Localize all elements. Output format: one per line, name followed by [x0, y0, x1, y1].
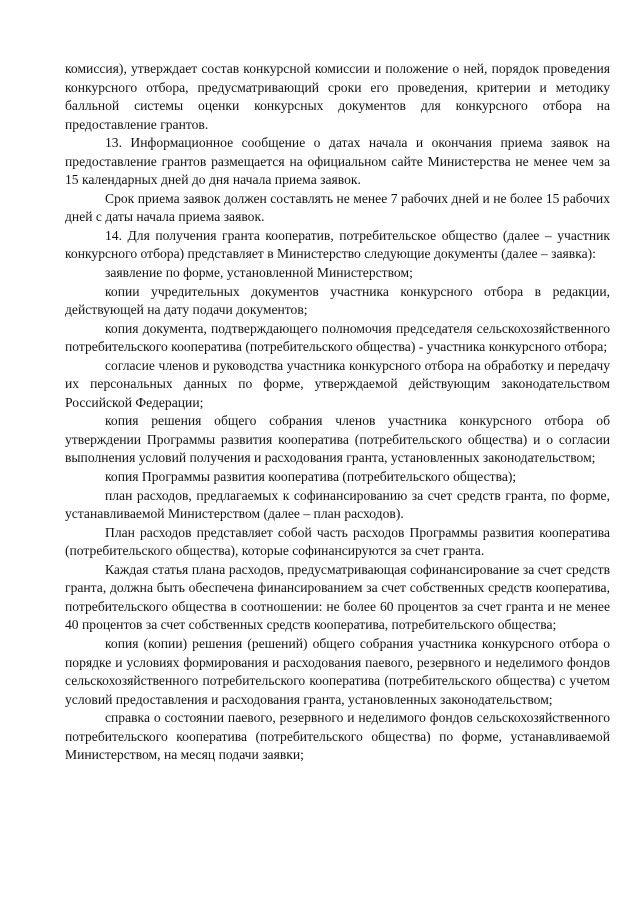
list-item-development-program: копия Программы развития кооператива (потребительского общества);: [105, 469, 517, 485]
list-item-expense-plan: план расходов, предлагаемых к софинансированию за счет средств гранта, по форме, устанавливаемой Министерством (далее – план расходов).: [65, 487, 610, 522]
paragraph-application-period: Срок приема заявок должен составлять не менее 7 рабочих дней и не более 15 рабочих дней с даты начала приема заявок.: [65, 190, 610, 225]
list-item-application-form: заявление по форме, установленной Министерством;: [105, 265, 413, 281]
paragraph-14-documents: 14. Для получения гранта кооператив, потребительское общество (далее – участник конкурсного отбора) представляет в Министерство следующие документы (далее – заявка):: [65, 227, 610, 262]
list-item-general-meeting-decision: копия решения общего собрания членов участника конкурсного отбора об утверждении Программы развития кооператива (потребительского общества) и о согласии выполнения условий получения и расходования гранта, установленных законодательством;: [65, 413, 610, 466]
list-item-funds-certificate: справка о состоянии паевого, резервного и неделимого фондов сельскохозяйственного потребительского кооператива (потребительского общества) по форме, устанавливаемой Министерством, на месяц подачи заявки;: [65, 710, 610, 763]
list-item-chairman-authority: копия документа, подтверждающего полномочия председателя сельскохозяйственного потребительского кооператива (потребительского общества) - участника конкурсного отбора;: [65, 320, 610, 355]
paragraph-expense-plan-definition: План расходов представляет собой часть расходов Программы развития кооператива (потребительского общества), которые софинансируются за счет гранта.: [65, 524, 610, 559]
paragraph-commission-continuation: комиссия), утверждает состав конкурсной комиссии и положение о ней, порядок проведения конкурсного отбора, предусматривающий сроки его проведения, критерии и методику балльной системы оценки конкурсных документов для конкурсного отбора на предоставление грантов.: [65, 61, 610, 132]
list-item-founding-documents: копии учредительных документов участника конкурсного отбора в редакции, действующей на дату подачи документов;: [65, 283, 610, 318]
paragraph-13-info-message: 13. Информационное сообщение о датах начала и окончания приема заявок на предоставление грантов размещается на официальном сайте Министерства не менее чем за 15 календарных дней до дня начала приема заявок.: [65, 135, 610, 188]
list-item-funds-decision: копия (копии) решения (решений) общего собрания участника конкурсного отбора о порядке и условиях формирования и расходования паевого, резервного и неделимого фондов сельскохозяйственного потребительского кооператива (потребительского общества) с учетом условий предоставления и расходования гранта, установленных законодательством;: [65, 635, 610, 707]
paragraph-cofinancing-ratio: Каждая статья плана расходов, предусматривающая софинансирование за счет средств гранта, должна быть обеспечена финансированием за счет собственных средств кооператива, потребительского общества в соотношении: не более 60 процентов за счет гранта и не менее 40 процентов за счет собственных средств кооператива, потребительского общества;: [65, 561, 610, 633]
list-item-personal-data-consent: согласие членов и руководства участника конкурсного отбора на обработку и передачу их персональных данных по форме, утверждаемой действующим законодательством Российской Федерации;: [65, 357, 610, 410]
